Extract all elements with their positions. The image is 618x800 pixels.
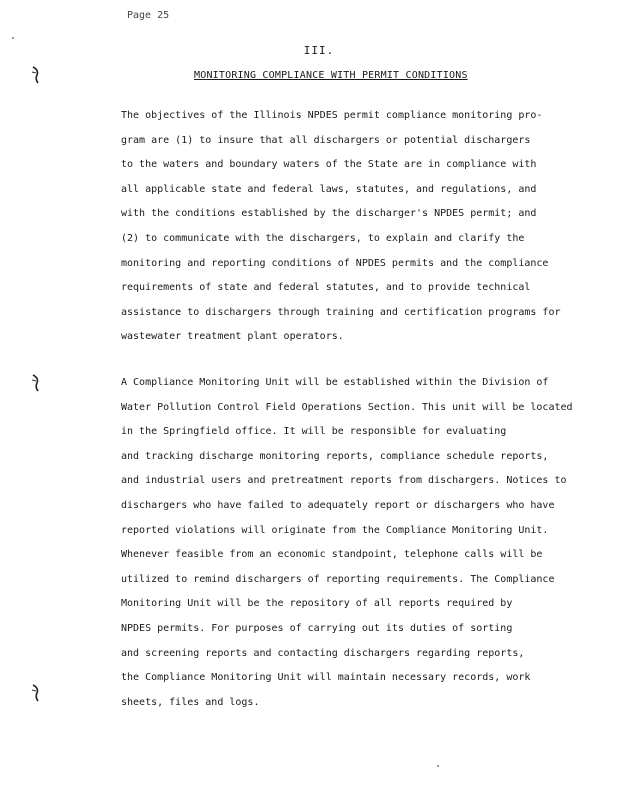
paragraph-line: (2) to communicate with the dischargers, to explain and clarify the (121, 232, 525, 244)
paragraph-line: and screening reports and contacting dischargers regarding reports, (121, 647, 525, 659)
paragraph-line: gram are (1) to insure that all dischargers or potential dischargers (121, 134, 531, 146)
section-title: MONITORING COMPLIANCE WITH PERMIT CONDITIONS (194, 70, 468, 81)
binding-hole-mark (30, 374, 40, 392)
binding-hole-mark (30, 66, 40, 84)
paragraph-line: The objectives of the Illinois NPDES permit compliance monitoring pro- (121, 110, 543, 121)
scan-speck (12, 37, 14, 39)
paragraph-line: Water Pollution Control Field Operations Section. This unit will be located (121, 401, 573, 413)
scan-speck (437, 765, 439, 767)
paragraph-compliance-unit (121, 371, 573, 715)
paragraph-line: Monitoring Unit will be the repository of all reports required by (121, 598, 513, 610)
paragraph-line: reported violations will originate from the Compliance Monitoring Unit. (121, 524, 549, 536)
paragraph-line: all applicable state and federal laws, statutes, and regulations, and (121, 183, 537, 195)
paragraph-line: assistance to dischargers through training and certification programs for (121, 306, 561, 318)
paragraph-line: utilized to remind dischargers of reporting requirements. The Compliance (121, 573, 555, 585)
paragraph-line: the Compliance Monitoring Unit will maintain necessary records, work (121, 672, 531, 684)
page-number: Page 25 (127, 10, 170, 21)
paragraph-line: monitoring and reporting conditions of NPDES permits and the compliance (121, 257, 549, 269)
paragraph-line: NPDES permits. For purposes of carrying out its duties of sorting (121, 622, 513, 634)
section-number: III. (303, 44, 335, 57)
paragraph-line: wastewater treatment plant operators. (121, 331, 344, 343)
paragraph-line: and industrial users and pretreatment reports from dischargers. Notices to (121, 475, 567, 487)
paragraph-line: Whenever feasible from an economic standpoint, telephone calls will be (121, 549, 543, 561)
paragraph-objectives (121, 104, 561, 350)
paragraph-line: requirements of state and federal statutes, and to provide technical (121, 282, 531, 294)
paragraph-line: to the waters and boundary waters of the State are in compliance with (121, 159, 537, 171)
paragraph-line: dischargers who have failed to adequately report or dischargers who have (121, 499, 555, 511)
paragraph-line: A Compliance Monitoring Unit will be established within the Division of (121, 377, 549, 388)
paragraph-line: with the conditions established by the discharger's NPDES permit; and (121, 208, 537, 220)
paragraph-line: in the Springfield office. It will be responsible for evaluating (121, 426, 507, 438)
paragraph-line: and tracking discharge monitoring reports, compliance schedule reports, (121, 450, 549, 462)
binding-hole-mark (30, 684, 40, 702)
paragraph-line: sheets, files and logs. (121, 696, 260, 708)
